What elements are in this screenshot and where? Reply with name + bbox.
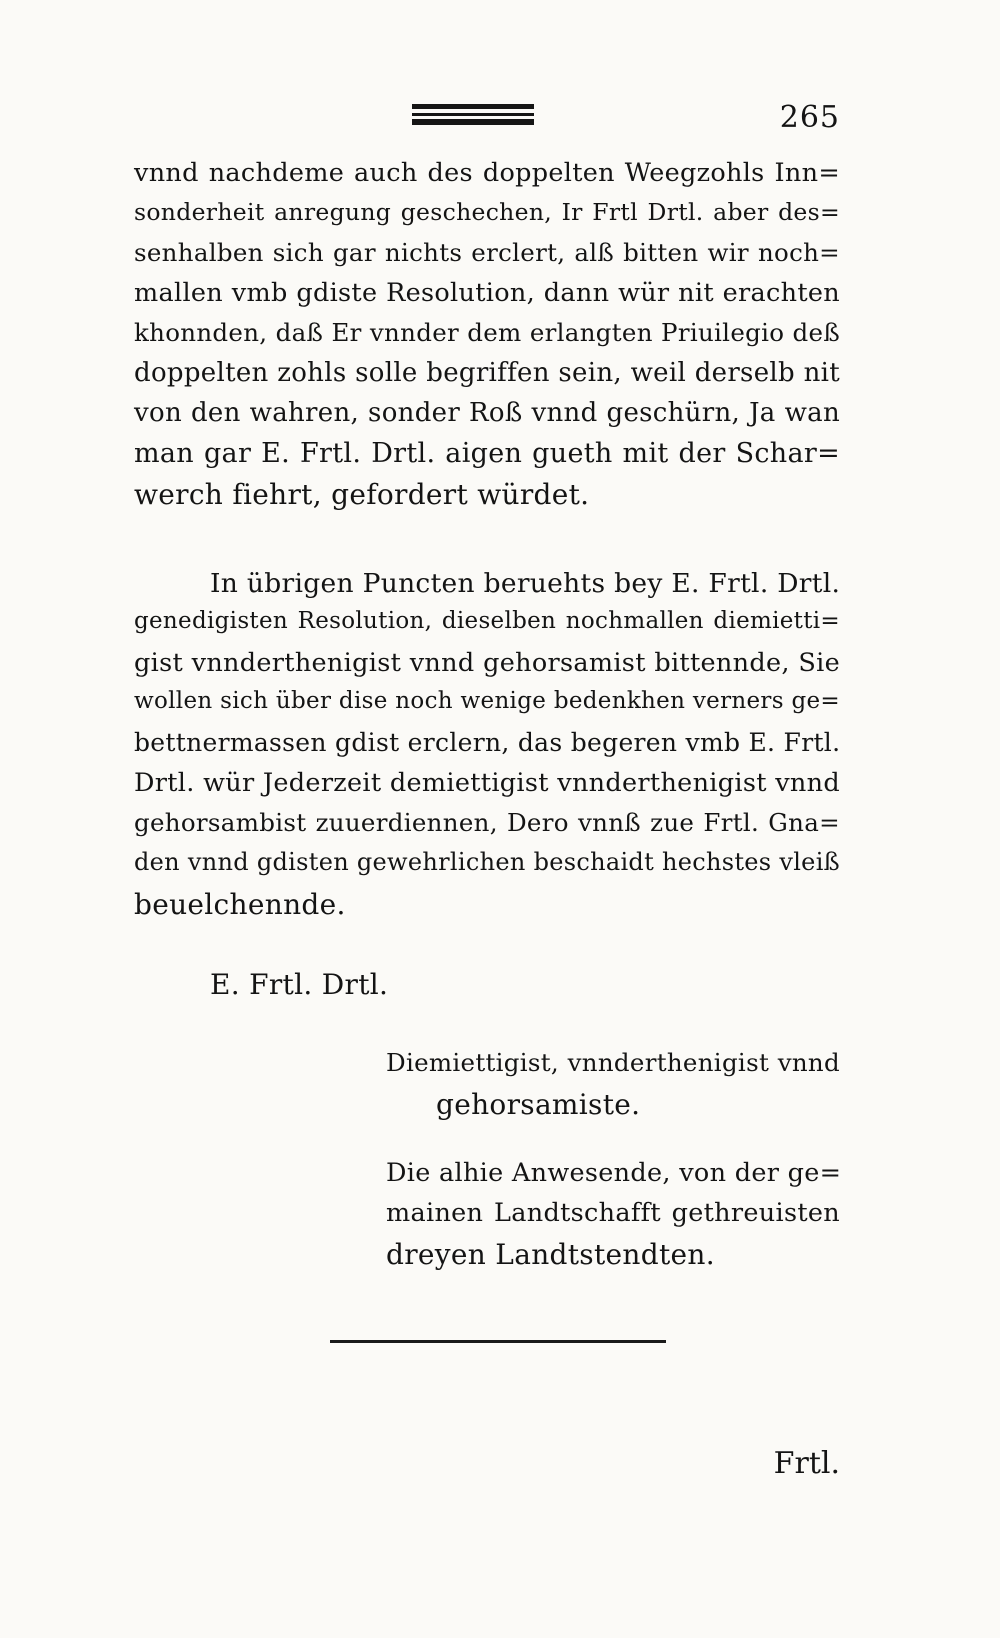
paragraph-2-line-1: In übrigen Puncten beruehts bey E. Frtl. Drtl.: [210, 568, 841, 599]
catchword: Frtl.: [773, 1446, 840, 1481]
page-number: 265: [779, 100, 840, 135]
paragraph-2-line-8: den vnnd gdisten gewehrlichen beschaidt hechstes vleiß: [134, 848, 840, 876]
signature-line-2: gehorsamiste.: [436, 1088, 641, 1121]
paragraph-1-line-3: senhalben sich gar nichts erclert, alß bitten wir noch=: [134, 238, 840, 267]
paragraph-2-line-4: wollen sich über dise noch wenige bedenkhen verners ge=: [134, 688, 840, 714]
paragraph-2-line-5: bettnermassen gdist erclern, das begeren vmb E. Frtl.: [134, 728, 841, 757]
paragraph-2-line-7: gehorsambist zuuerdiennen, Dero vnnß zue Frtl. Gna=: [134, 808, 840, 837]
signature-line-3: Die alhie Anwesende, von der ge=: [386, 1158, 842, 1188]
paragraph-2-line-2: genedigisten Resolution, dieselben nochmallen diemietti=: [134, 608, 840, 634]
paragraph-1-line-8: man gar E. Frtl. Drtl. aigen gueth mit der Schar=: [134, 438, 840, 469]
paragraph-1-line-1: vnnd nachdeme auch des doppelten Weegzohls Inn=: [134, 158, 840, 188]
closing-rule: [330, 1340, 666, 1343]
salutation: E. Frtl. Drtl.: [210, 968, 389, 1001]
signature-line-5: dreyen Landtstendten.: [386, 1238, 715, 1271]
paragraph-1-line-5: khonnden, daß Er vnnder dem erlangten Priuilegio deß: [134, 318, 840, 347]
paragraph-1-line-9: werch fiehrt, gefordert würdet.: [134, 478, 590, 511]
paragraph-1-line-2: sonderheit anregung geschechen, Ir Frtl Drtl. aber des=: [134, 198, 840, 226]
paragraph-2-line-6: Drtl. wür Jederzeit demiettigist vnnderthenigist vnnd: [134, 768, 840, 798]
header-ornament: [412, 104, 534, 128]
paragraph-2-line-9: beuelchennde.: [134, 888, 346, 921]
paragraph-1-line-6: doppelten zohls solle begriffen sein, weil derselb nit: [134, 358, 840, 388]
paragraph-2-line-3: gist vnnderthenigist vnnd gehorsamist bittennde, Sie: [134, 648, 840, 678]
paragraph-1-line-7: von den wahren, sonder Roß vnnd geschürn, Ja wan: [134, 398, 840, 428]
signature-line-4: mainen Landtschafft gethreuisten: [386, 1198, 840, 1228]
signature-line-1: Diemiettigist, vnnderthenigist vnnd: [386, 1048, 840, 1077]
paragraph-1-line-4: mallen vmb gdiste Resolution, dann wür nit erachten: [134, 278, 840, 308]
